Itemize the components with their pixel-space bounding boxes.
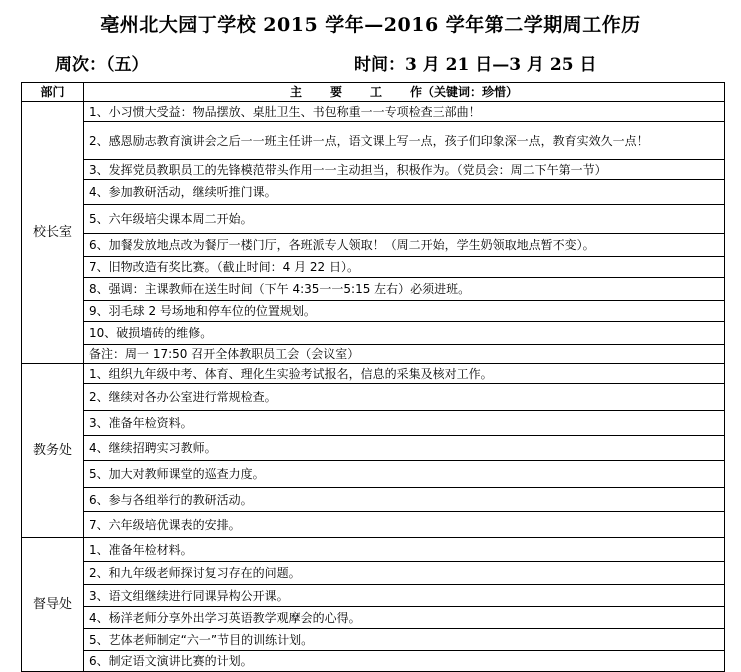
table-cell: 2、继续对各办公室进行常规检查。 — [84, 384, 725, 411]
table-row — [22, 562, 725, 585]
table-cell: 6、参与各组举行的教研活动。 — [84, 488, 725, 512]
table-row — [22, 411, 725, 436]
document-title: 亳州北大园丁学校 2015 学年—2016 学年第二学期周工作历 — [100, 14, 641, 36]
table-cell: 3、语文组继续进行同课异构公开课。 — [84, 585, 725, 607]
table-row — [22, 257, 725, 278]
table-row — [22, 538, 725, 562]
table-row — [22, 651, 725, 672]
table-cell: 1、准备年检材料。 — [84, 538, 725, 562]
table-header-row — [22, 83, 725, 102]
table-cell: 1、小习惯大受益：物品摆放、桌肚卫生、书包称重一一专项检查三部曲！ — [84, 102, 725, 122]
table-row — [22, 234, 725, 257]
table-row — [22, 278, 725, 301]
table-cell: 3、准备年检资料。 — [84, 411, 725, 436]
table-cell: 6、制定语文演讲比赛的计划。 — [84, 651, 725, 672]
table-row — [22, 301, 725, 322]
table-row — [22, 384, 725, 411]
table-cell: 2、和九年级老师探讨复习存在的问题。 — [84, 562, 725, 585]
table-cell: 8、强调：主课教师在送生时间（下午 4:35一一5:15 左右）必须进班。 — [84, 278, 725, 301]
table-row — [22, 364, 725, 384]
header-main-work: 主 要 工 作（关键词：珍惜） — [84, 83, 725, 102]
table-row — [22, 461, 725, 488]
table-cell: 5、加大对教师课堂的巡查力度。 — [84, 461, 725, 488]
table-row — [22, 160, 725, 180]
table-cell: 9、羽毛球 2 号场地和停车位的位置规划。 — [84, 301, 725, 322]
work-calendar-table — [21, 82, 725, 672]
table-cell: 2、感恩励志教育演讲会之后一一班主任讲一点，语文课上写一点，孩子们印象深一点，教育实效久一点！ — [84, 122, 725, 160]
dept-cell-academic: 教务处 — [22, 364, 84, 538]
table-row — [22, 436, 725, 461]
header-dept: 部门 — [22, 83, 84, 102]
table-cell: 5、艺体老师制定“六一”节目的训练计划。 — [84, 629, 725, 651]
table-cell: 4、继续招聘实习教师。 — [84, 436, 725, 461]
table-cell: 备注：周一 17:50 召开全体教职员工会（会议室） — [84, 345, 725, 364]
table-row — [22, 122, 725, 160]
period-label: 时间：3 月 21 日—3 月 25 日 — [354, 55, 597, 75]
table-cell: 6、加餐发放地点改为餐厅一楼门厅，各班派专人领取！（周二开始，学生奶领取地点暂不变）。 — [84, 234, 725, 257]
table-cell: 1、组织九年级中考、体育、理化生实验考试报名，信息的采集及核对工作。 — [84, 364, 725, 384]
table-row — [22, 345, 725, 364]
table-cell: 4、杨洋老师分享外出学习英语教学观摩会的心得。 — [84, 607, 725, 629]
dept-cell-principal: 校长室 — [22, 102, 84, 364]
week-label: 周次：（五） — [55, 55, 149, 75]
table-row — [22, 488, 725, 512]
table-row — [22, 322, 725, 345]
table-row — [22, 180, 725, 205]
table-row — [22, 512, 725, 538]
table-cell: 10、破损墙砖的维修。 — [84, 322, 725, 345]
table-cell: 7、六年级培优课表的安排。 — [84, 512, 725, 538]
table-row — [22, 629, 725, 651]
table-row — [22, 585, 725, 607]
table-cell: 7、旧物改造有奖比赛。（截止时间：4 月 22 日）。 — [84, 257, 725, 278]
table-row — [22, 607, 725, 629]
table-cell: 3、发挥党员教职员工的先锋模范带头作用一一主动担当，积极作为。（党员会：周二下午第一节） — [84, 160, 725, 180]
table-cell: 5、六年级培尖课本周二开始。 — [84, 205, 725, 234]
table-row — [22, 102, 725, 122]
dept-cell-supervision: 督导处 — [22, 538, 84, 672]
table-cell: 4、参加教研活动，继续听推门课。 — [84, 180, 725, 205]
table-row — [22, 205, 725, 234]
